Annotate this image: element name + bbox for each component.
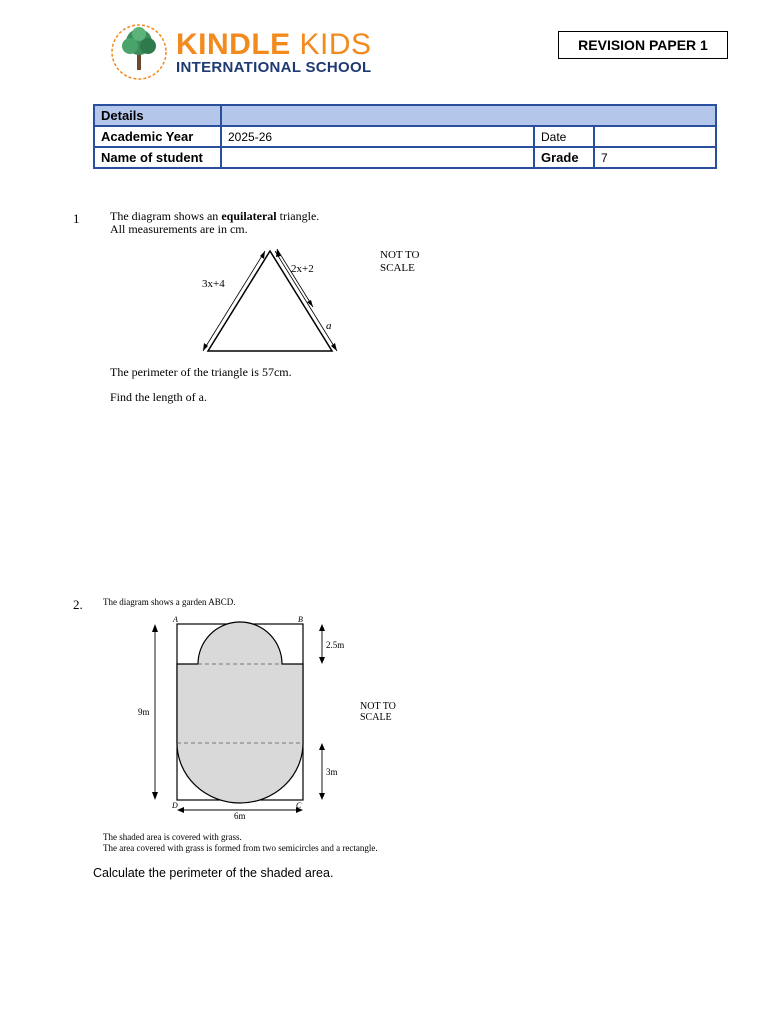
question-2-note-1: The shaded area is covered with grass.	[103, 832, 242, 842]
triangle-a-label: a	[326, 320, 332, 332]
corner-d-label: D	[172, 801, 178, 810]
grade-label: Grade	[534, 147, 594, 168]
triangle-diagram	[195, 245, 345, 357]
question-2-number: 2.	[73, 597, 83, 612]
question-1-line-1: The diagram shows an equilateral triangle.	[110, 209, 320, 223]
student-name-value[interactable]	[221, 147, 534, 168]
question-1-number: 1	[73, 211, 80, 226]
details-header-fill	[221, 105, 716, 126]
question-1-line-2: All measurements are in cm.	[110, 222, 248, 236]
question-2-intro: The diagram shows a garden ABCD.	[103, 597, 236, 607]
student-name-label: Name of student	[94, 147, 221, 168]
corner-a-label: A	[173, 615, 178, 624]
date-value[interactable]	[594, 126, 716, 147]
question-1-perimeter: The perimeter of the triangle is 57cm.	[110, 365, 292, 379]
question-2-note-2: The area covered with grass is formed from two semicircles and a rectangle.	[103, 843, 378, 853]
garden-diagram	[135, 612, 345, 824]
brand-subtitle: INTERNATIONAL SCHOOL	[176, 59, 372, 76]
date-label: Date	[534, 126, 594, 147]
paper-title: REVISION PAPER 1	[558, 31, 728, 59]
q2-not-to-scale-2: SCALE	[360, 712, 392, 723]
details-table	[93, 104, 717, 169]
q1-not-to-scale-1: NOT TO	[380, 249, 420, 261]
question-1-task: Find the length of a.	[110, 390, 207, 404]
academic-year-label: Academic Year	[94, 126, 221, 147]
question-2-task: Calculate the perimeter of the shaded area.	[93, 866, 334, 880]
brand-name: KINDLE KIDS	[176, 28, 372, 61]
q1-not-to-scale-2: SCALE	[380, 262, 415, 274]
top-gap-label: 2.5m	[326, 640, 345, 650]
width-label: 6m	[234, 811, 246, 821]
triangle-right-label: 2x+2	[291, 263, 314, 275]
triangle-left-label: 3x+4	[202, 278, 225, 290]
height-label: 9m	[138, 707, 150, 717]
details-header: Details	[94, 105, 221, 126]
bottom-gap-label: 3m	[326, 767, 338, 777]
corner-b-label: B	[298, 615, 303, 624]
q2-not-to-scale-1: NOT TO	[360, 701, 396, 712]
corner-c-label: C	[296, 801, 302, 810]
academic-year-value[interactable]: 2025-26	[221, 126, 534, 147]
grade-value[interactable]: 7	[594, 147, 716, 168]
